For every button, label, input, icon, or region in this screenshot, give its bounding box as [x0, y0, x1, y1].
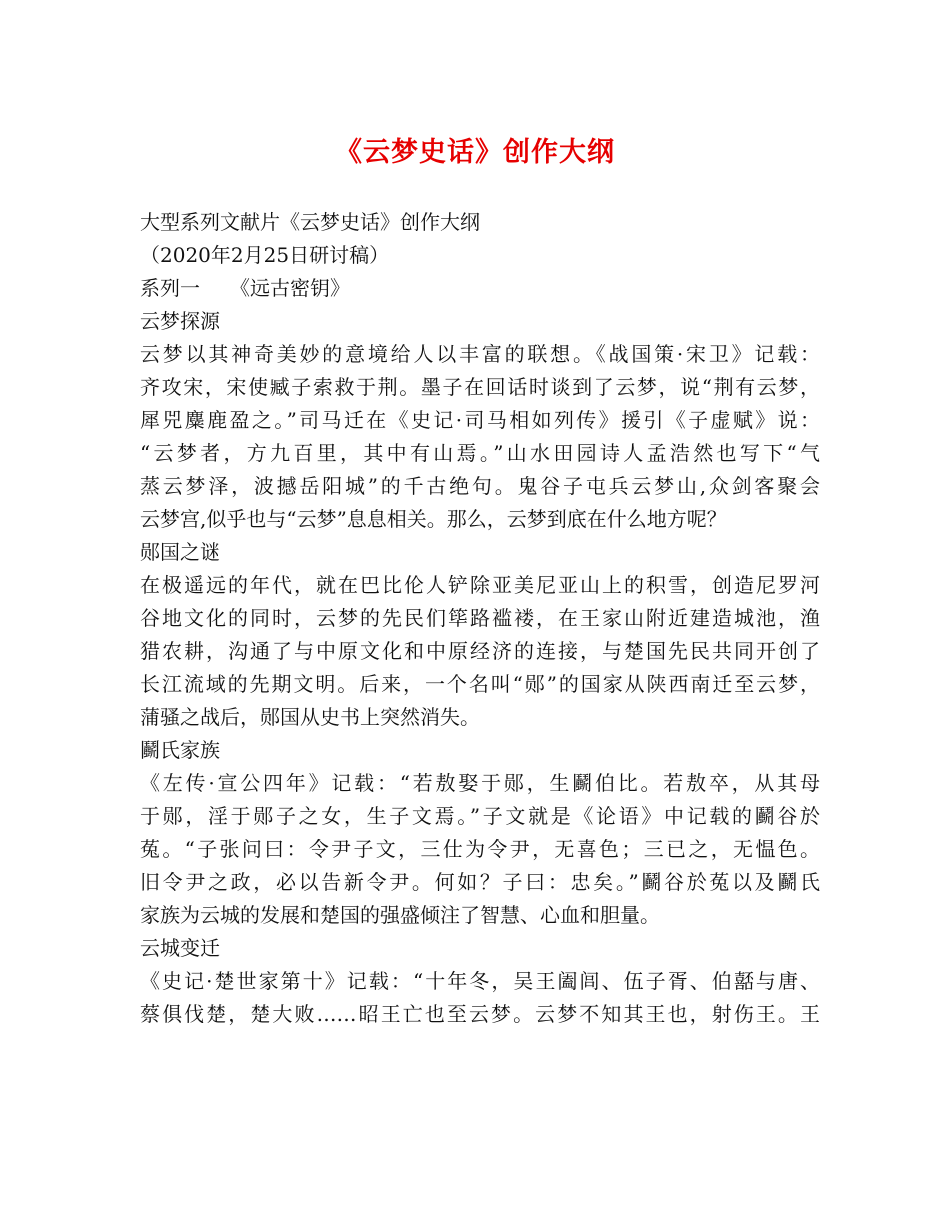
text-line: 于郧，淫于郧子之女，生子文焉。”子文就是《论语》中记载的鬬谷於: [140, 804, 820, 828]
text-line: 《左传·宣公四年》记载：“若敖娶于郧，生鬬伯比。若敖卒，从其母: [140, 771, 820, 795]
text-line: 旧令尹之政，必以告新令尹。何如？子曰：忠矣。”鬬谷於菟以及鬬氏: [140, 870, 820, 894]
text-line: 谷地文化的同时，云梦的先民们筚路褴褛，在王家山附近建造城池，渔: [140, 606, 820, 630]
text-line: 菟。“子张问曰：令尹子文，三仕为令尹，无喜色；三已之，无愠色。: [140, 837, 820, 861]
text-line: 《史记·楚世家第十》记载：“十年冬，吴王阖闾、伍子胥、伯嚭与唐、: [140, 969, 820, 993]
text-line: 蔡俱伐楚，楚大败……昭王亡也至云梦。云梦不知其王也，射伤王。王: [140, 1002, 820, 1026]
text-line: 蒲骚之战后，郧国从史书上突然消失。: [140, 705, 480, 729]
document-body: [140, 206, 820, 1031]
text-line: 长江流域的先期文明。后来，一个名叫“郧”的国家从陕西南迁至云梦，: [140, 672, 820, 696]
text-line: “云梦者，方九百里，其中有山焉。”山水田园诗人孟浩然也写下“气: [140, 441, 820, 465]
section-heading: 郧国之谜: [140, 540, 220, 564]
section-heading: 鬬氏家族: [140, 738, 220, 762]
section-heading: 云城变迁: [140, 936, 220, 960]
text-line: 家族为云城的发展和楚国的强盛倾注了智慧、心血和胆量。: [140, 903, 660, 927]
text-line: 在极遥远的年代，就在巴比伦人铲除亚美尼亚山上的积雪，创造尼罗河: [140, 573, 820, 597]
document-title: 《云梦史话》创作大纲: [335, 137, 615, 168]
text-line: 蒸云梦泽，波撼岳阳城”的千古绝句。鬼谷子屯兵云梦山,众剑客聚会: [140, 474, 820, 498]
text-line: 猎农耕，沟通了与中原文化和中原经济的连接，与楚国先民共同开创了: [140, 639, 820, 663]
text-line: 齐攻宋，宋使臧子索救于荆。墨子在回话时谈到了云梦，说“荆有云梦，: [140, 375, 820, 399]
section-heading: 云梦探源: [140, 309, 220, 333]
text-line: 犀兕麋鹿盈之。”司马迁在《史记·司马相如列传》援引《子虚赋》说：: [140, 408, 820, 432]
text-line: 系列一 《远古密钥》: [140, 276, 350, 300]
text-line: 大型系列文献片《云梦史话》创作大纲: [140, 210, 480, 234]
text-line: 云梦以其神奇美妙的意境给人以丰富的联想。《战国策·宋卫》记载：: [140, 342, 820, 366]
text-line: （2020年2月25日研讨稿）: [140, 243, 390, 267]
text-line: 云梦宫,似乎也与“云梦”息息相关。那么，云梦到底在什么地方呢？: [140, 507, 727, 531]
